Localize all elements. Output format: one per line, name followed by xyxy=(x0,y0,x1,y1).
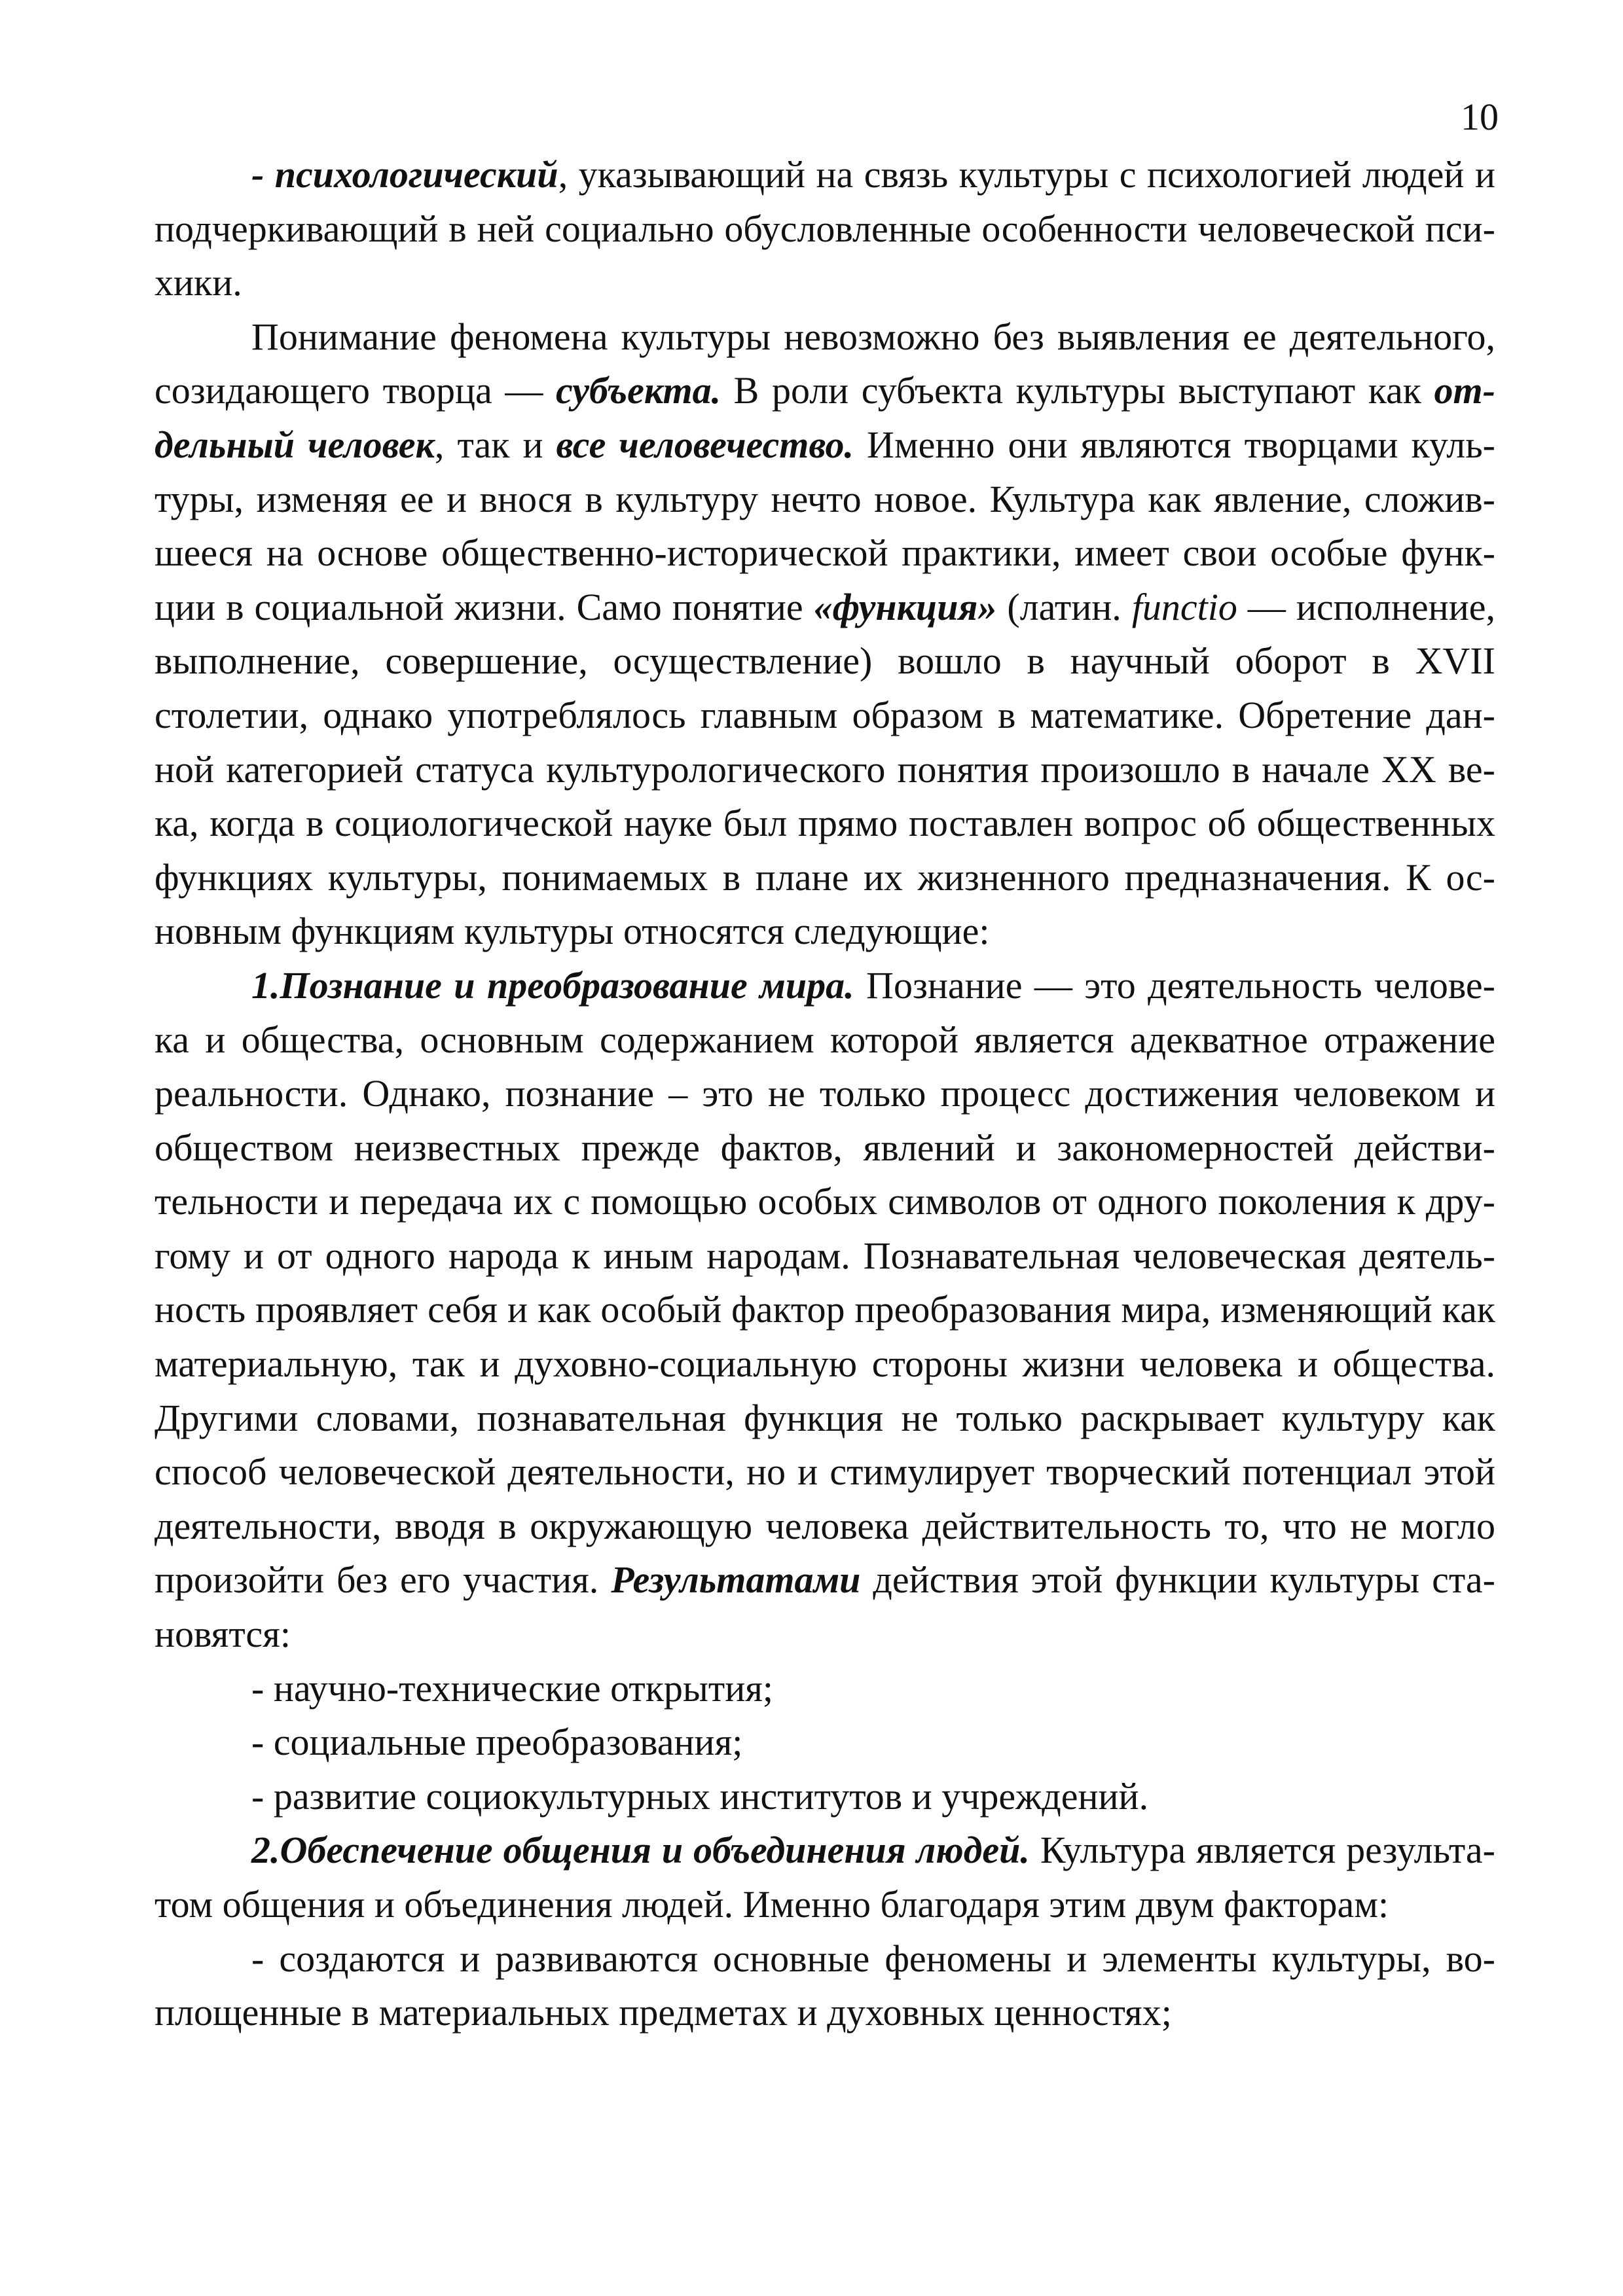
list-item: - научно-технические открытия; xyxy=(251,1666,774,1710)
page-number: 10 xyxy=(1461,96,1499,138)
list-item: - социальные преобразования; xyxy=(251,1721,743,1764)
body-text xyxy=(155,148,1495,2040)
paragraph-text: В роли субъекта культуры выступают как xyxy=(721,369,1434,412)
paragraph-psychological xyxy=(155,148,1495,310)
term-functio: functio xyxy=(1131,585,1237,628)
paragraph-text: Именно они являются творцами культуры, изменяя ее и внося в культуру нечто новое. Культура как явление, сложившееся на основе общественно-исторической практики, имеет свои особые функции в социальной жизни. Само понятие xyxy=(155,423,1495,628)
list-item: - развитие социокультурных институтов и учреждений. xyxy=(251,1774,1149,1818)
term-humanity: все человечество. xyxy=(556,423,854,466)
term-psychological: - психологический xyxy=(251,153,558,196)
paragraph-text: Культура является результатом общения и объединения людей. Именно благодаря этим двум факторам: xyxy=(155,1829,1495,1926)
paragraph-text: , так и xyxy=(434,423,556,466)
paragraph-cognition xyxy=(155,959,1495,1662)
heading-communication: 2.Обеспечение общения и объединения людей. xyxy=(251,1829,1030,1872)
paragraph-text: Познание — это деятельность человека и общества, основным содержанием которой является адекватное отражение реальности. Однако, познание – это не только процесс достижения человеком и обществом неизвестных прежде фактов, явлений и закономерностей действительности и передача их с помощью особых символов от одного поколения к другому и от одного народа к иным народам. Познавательная человеческая деятельность проявляет себя и как особый фактор преобразования мира, изменяющий как материальную, так и духовно-социальную стороны жизни человека и общества. Другими словами, познавательная функция не только раскрывает культуру как способ человеческой деятельности, но и стимулирует творческий потенциал этой деятельности, вводя в окружающую человека действительность то, что не могло произойти без его участия. xyxy=(155,963,1495,1602)
paragraph-text: , указывающий на связь культуры с психологией людей и подчеркивающий в ней социально обусловленные особенности человеческой психики. xyxy=(155,153,1495,304)
term-individual: отдельный человек xyxy=(155,369,1495,466)
heading-cognition: 1.Познание и преобразование мира. xyxy=(251,963,854,1007)
paragraph-text: (латин. xyxy=(996,585,1132,628)
paragraph-phenomena: - создаются и развиваются основные феномены и элементы культуры, воплощенные в материальных предметах и духовных ценностях; xyxy=(155,1937,1495,2034)
term-results: Результатами xyxy=(611,1558,861,1602)
term-function: «функция» xyxy=(813,585,997,628)
paragraph-text: — исполнение, выполнение, совершение, осуществление) вошло в научный оборот в XVII столетии, однако употреблялось главным образом в математике. Обретение данной категорией статуса культурологического понятия произошло в начале XX века, когда в социологической науке был прямо поставлен вопрос об общественных функциях культуры, понимаемых в плане их жизненного предназначения. К основным функциям культуры относятся следующие: xyxy=(155,585,1495,953)
paragraph-communication xyxy=(155,1823,1495,1931)
term-subject: субъекта. xyxy=(555,369,721,412)
paragraph-subject xyxy=(155,310,1495,959)
paragraph-text: действия этой функции культуры становятся: xyxy=(155,1558,1495,1656)
paragraph-text: Понимание феномена культуры невозможно без выявления ее деятельного, созидающего творца — xyxy=(155,315,1495,412)
